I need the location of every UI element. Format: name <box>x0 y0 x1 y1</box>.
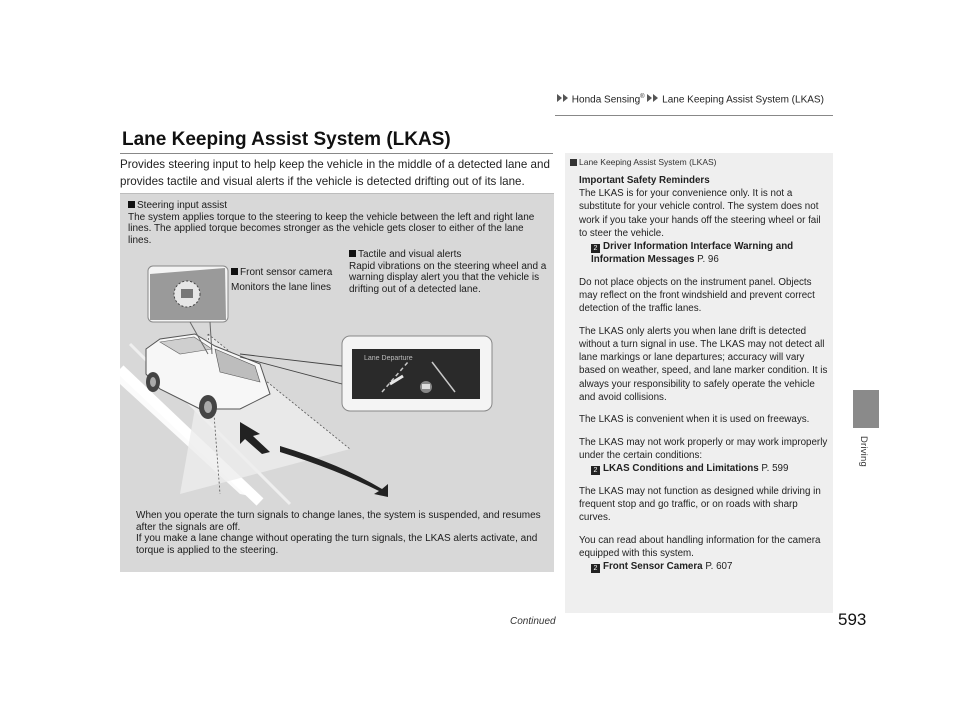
cross-reference[interactable] <box>579 240 831 266</box>
camera-body: Monitors the lane lines <box>231 281 332 293</box>
breadcrumb-section[interactable]: Honda Sensing <box>571 94 641 106</box>
notes-paragraph: The LKAS is for your convenience only. It is not a substitute for your vehicle control. The system does not work if you take your hands off the steering wheel or fail to steer the vehicle. <box>579 188 821 239</box>
continued-label: Continued <box>510 616 556 627</box>
breadcrumb-arrow-icon <box>647 94 652 102</box>
bullet-square-icon <box>231 268 238 275</box>
notes-title <box>570 157 717 167</box>
display-caption: Lane Departure <box>364 355 413 362</box>
steering-assist-heading: Steering input assist <box>137 200 228 211</box>
notes-paragraph: You can read about handling information for the camera equipped with this system. <box>579 535 821 560</box>
notes-paragraph: The LKAS only alerts you when lane drift is detected without a turn signal in use. The LKAS may not detect all lane markings or lane departures; accuracy will vary based on weather, speed, and lane marker condition. It is always your responsibility to safely operate the vehicle and avoid collisions. <box>579 325 828 403</box>
title-divider <box>120 153 553 154</box>
camera-callout <box>231 267 346 293</box>
page-ref-icon: 2 <box>591 564 600 573</box>
notes-paragraph: Do not place objects on the instrument panel. Objects may reflect on the front windshield and prevent correct detection of the traffic lanes. <box>579 276 815 315</box>
intro-text: Provides steering input to help keep the vehicle in the middle of a detected lane and provides tactile and visual alerts if the vehicle is detected drifting out of its lane. <box>120 158 550 188</box>
bullet-square-icon <box>349 250 356 257</box>
notes-title-text: Lane Keeping Assist System (LKAS) <box>579 157 717 167</box>
steering-assist-callout <box>128 200 548 246</box>
ref-label: Driver Information Interface Warning and Information Messages <box>591 241 794 266</box>
cross-reference[interactable] <box>579 462 831 475</box>
header-divider <box>555 115 833 116</box>
lane-change-text: If you make a lane change without operating the turn signals, the LKAS alerts activate, and torque is applied to the steering. <box>136 533 538 556</box>
lkas-illustration <box>120 193 554 572</box>
breadcrumb-arrow-icon <box>563 94 568 102</box>
ref-label: LKAS Conditions and Limitations <box>603 463 759 475</box>
ref-page: P. 599 <box>761 463 789 475</box>
breadcrumb-arrow-icon <box>557 94 562 102</box>
registered-mark: ® <box>640 94 645 100</box>
camera-heading: Front sensor camera <box>240 267 333 278</box>
breadcrumb <box>557 94 824 105</box>
page-ref-icon: 2 <box>591 244 600 253</box>
notes-paragraph: The LKAS may not function as designed while driving in frequent stop and go traffic, or on roads with sharp curves. <box>579 486 821 524</box>
ref-page: P. 96 <box>697 254 719 266</box>
steering-assist-body: The system applies torque to the steering to keep the vehicle between the left and right lane lines. The applied torque becomes stronger as the vehicle gets closer to either of the lane lines. <box>128 211 535 246</box>
ref-label: Front Sensor Camera <box>603 561 703 573</box>
bullet-square-icon <box>128 201 135 208</box>
ref-page: P. 607 <box>705 561 733 573</box>
notes-paragraph: The LKAS may not work properly or may work improperly under the certain conditions: <box>579 437 828 462</box>
turn-signal-text: When you operate the turn signals to change lanes, the system is suspended, and resumes after the signals are off. <box>136 510 541 533</box>
chapter-tab <box>853 390 879 428</box>
page-ref-icon: 2 <box>591 466 600 475</box>
notes-paragraph: The LKAS is convenient when it is used on freeways. <box>579 414 810 426</box>
turn-signal-note <box>136 510 548 556</box>
cross-reference[interactable] <box>579 560 831 573</box>
tactile-body: Rapid vibrations on the steering wheel and a warning display alert you that the vehicle is drifting out of a detected lane. <box>349 260 547 295</box>
breadcrumb-arrow-icon <box>653 94 658 102</box>
tactile-callout <box>349 249 549 295</box>
page-title: Lane Keeping Assist System (LKAS) <box>122 129 451 150</box>
page-number: 593 <box>838 610 867 629</box>
note-icon <box>570 159 577 166</box>
notes-body <box>579 174 831 583</box>
breadcrumb-current: Lane Keeping Assist System (LKAS) <box>662 94 824 106</box>
tactile-heading: Tactile and visual alerts <box>358 249 462 260</box>
important-heading: Important Safety Reminders <box>579 175 710 186</box>
chapter-label: Driving <box>858 436 869 467</box>
